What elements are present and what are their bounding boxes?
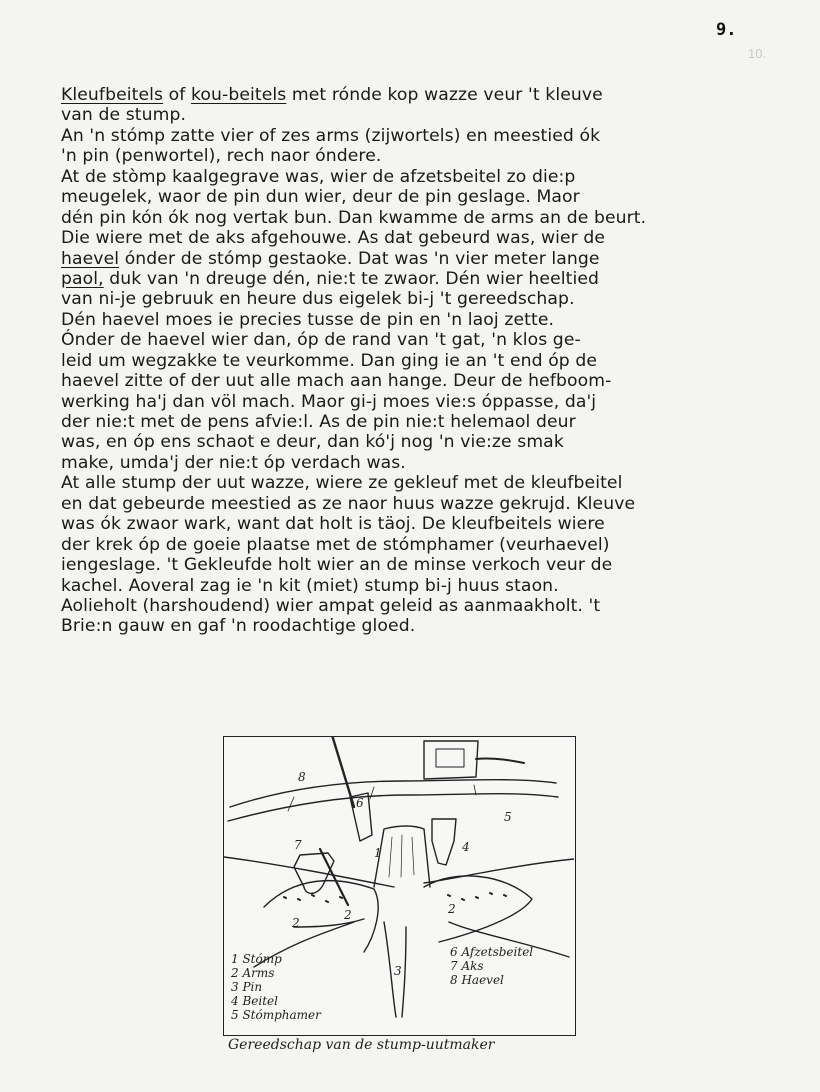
text-line: Ónder de haevel wier dan, óp de rand van 't gat, 'n klos ge- [61, 330, 581, 351]
legend-item: 3 Pin [231, 980, 263, 994]
text-line: Aolieholt (harshoudend) wier ampat geleid as aanmaakholt. 't [61, 595, 601, 616]
legend-item: 1 Stómp [231, 952, 282, 966]
text-line: der krek óp de goeie plaatse met de stómphamer (veurhaevel) [61, 534, 610, 555]
mark-5: 5 [504, 810, 512, 824]
text-line: make, umda'j der nie:t óp verdach was. [61, 452, 406, 473]
text-line: dén pin kón ók nog vertak bun. Dan kwamme de arms an de beurt. [61, 207, 647, 228]
text-line: en dat gebeurde meestied as ze naor huus wazze gekrujd. Kleuve [61, 493, 636, 514]
text-line: haevel zitte of der uut alle mach aan hange. Deur de hefboom- [61, 371, 612, 392]
text-line [61, 269, 781, 289]
body-text [61, 85, 781, 637]
text-span: ónder de stómp gestaoke. Dat was 'n vier meter lange [119, 248, 600, 269]
sledgehammer-head [424, 741, 478, 779]
wedge [432, 819, 456, 865]
text-line: der nie:t met de pens afvie:l. As de pin nie:t helemaol deur [61, 412, 576, 432]
legend-item: 2 Arms [231, 966, 275, 980]
term-haevel: haevel [61, 248, 120, 269]
mark-6: 6 [356, 796, 364, 810]
text-line: van ni-je gebruuk en heure dus eigelek bi-j 't gereedschap. [61, 289, 575, 310]
text-span: met rónde kop wazze veur 't kleuve [286, 85, 603, 105]
text-span: of [163, 85, 191, 105]
legend-item: 4 Beitel [231, 994, 278, 1008]
text-line: van de stump. [61, 105, 187, 126]
text-line: Brie:n gauw en gaf 'n roodachtige gloed. [61, 616, 416, 637]
text-line: werking ha'j dan völ mach. Maor gi-j moes vie:s óppasse, da'j [61, 391, 597, 412]
text-line: was, en óp ens schaot e deur, dan kó'j nog 'n vie:ze smak [61, 432, 564, 453]
term-kleufbeitels: Kleufbeitels [61, 85, 164, 105]
mark-3: 3 [394, 964, 402, 978]
sledgehammer-handle [476, 758, 524, 763]
text-line: At de stòmp kaalgegrave was, wier de afzetsbeitel zo die:p [61, 166, 576, 187]
text-line: iengeslage. 't Gekleufde holt wier an de minse verkoch veur de [61, 555, 613, 576]
legend-item: 7 Aks [450, 959, 484, 973]
mark-2b: 2 [344, 908, 352, 922]
legend-item: 6 Afzetsbeitel [450, 945, 534, 959]
ground-line [224, 857, 574, 887]
figure-caption: Gereedschap van de stump-uutmaker [228, 1037, 495, 1053]
text-line: leid um wegzakke te veurkomme. Dan ging ie an 't end óp de [61, 350, 598, 371]
text-line: At alle stump der uut wazze, wiere ze gekleuf met de kleufbeitel [61, 473, 623, 494]
legend-left [231, 952, 321, 1022]
tools-illustration [223, 736, 576, 1036]
legend-item: 5 Stómphamer [231, 1008, 321, 1022]
mark-4: 4 [462, 840, 470, 854]
text-line: kachel. Aoveral zag ie 'n kit (miet) stump bi-j huus staon. [61, 575, 559, 596]
text-line: An 'n stómp zatte vier of zes arms (zijwortels) en meestied ók [61, 125, 601, 146]
mark-1: 1 [374, 846, 382, 860]
term-paol: paol, [61, 268, 104, 289]
text-line [61, 85, 781, 105]
text-span: duk van 'n dreuge dén, nie:t te zwaor. Dén wier heeltied [103, 268, 600, 289]
page-number: 9. [716, 20, 737, 40]
text-line: Die wiere met de aks afgehouwe. As dat gebeurd was, wier de [61, 228, 606, 249]
text-line: was ók zwaor wark, want dat holt is täoj. De kleufbeitels wiere [61, 514, 605, 535]
left-hole [264, 881, 378, 952]
mark-7: 7 [294, 838, 302, 852]
text-line: meugelek, waor de pin dun wier, deur de pin geslage. Maor [61, 187, 580, 208]
text-line [61, 249, 781, 269]
mark-2a: 2 [292, 916, 300, 930]
text-line: Dén haevel moes ie precies tusse de pin en 'n laoj zette. [61, 309, 555, 330]
mark-2c: 2 [448, 902, 456, 916]
bleed-through-page-number: 10. [748, 46, 767, 61]
mark-8: 8 [298, 770, 306, 784]
legend-item: 8 Haevel [450, 973, 504, 987]
axe-head [294, 853, 334, 893]
text-line: 'n pin (penwortel), rech naor óndere. [61, 146, 382, 167]
term-kou-beitels: kou-beitels [190, 85, 287, 105]
legend-right [450, 945, 533, 987]
